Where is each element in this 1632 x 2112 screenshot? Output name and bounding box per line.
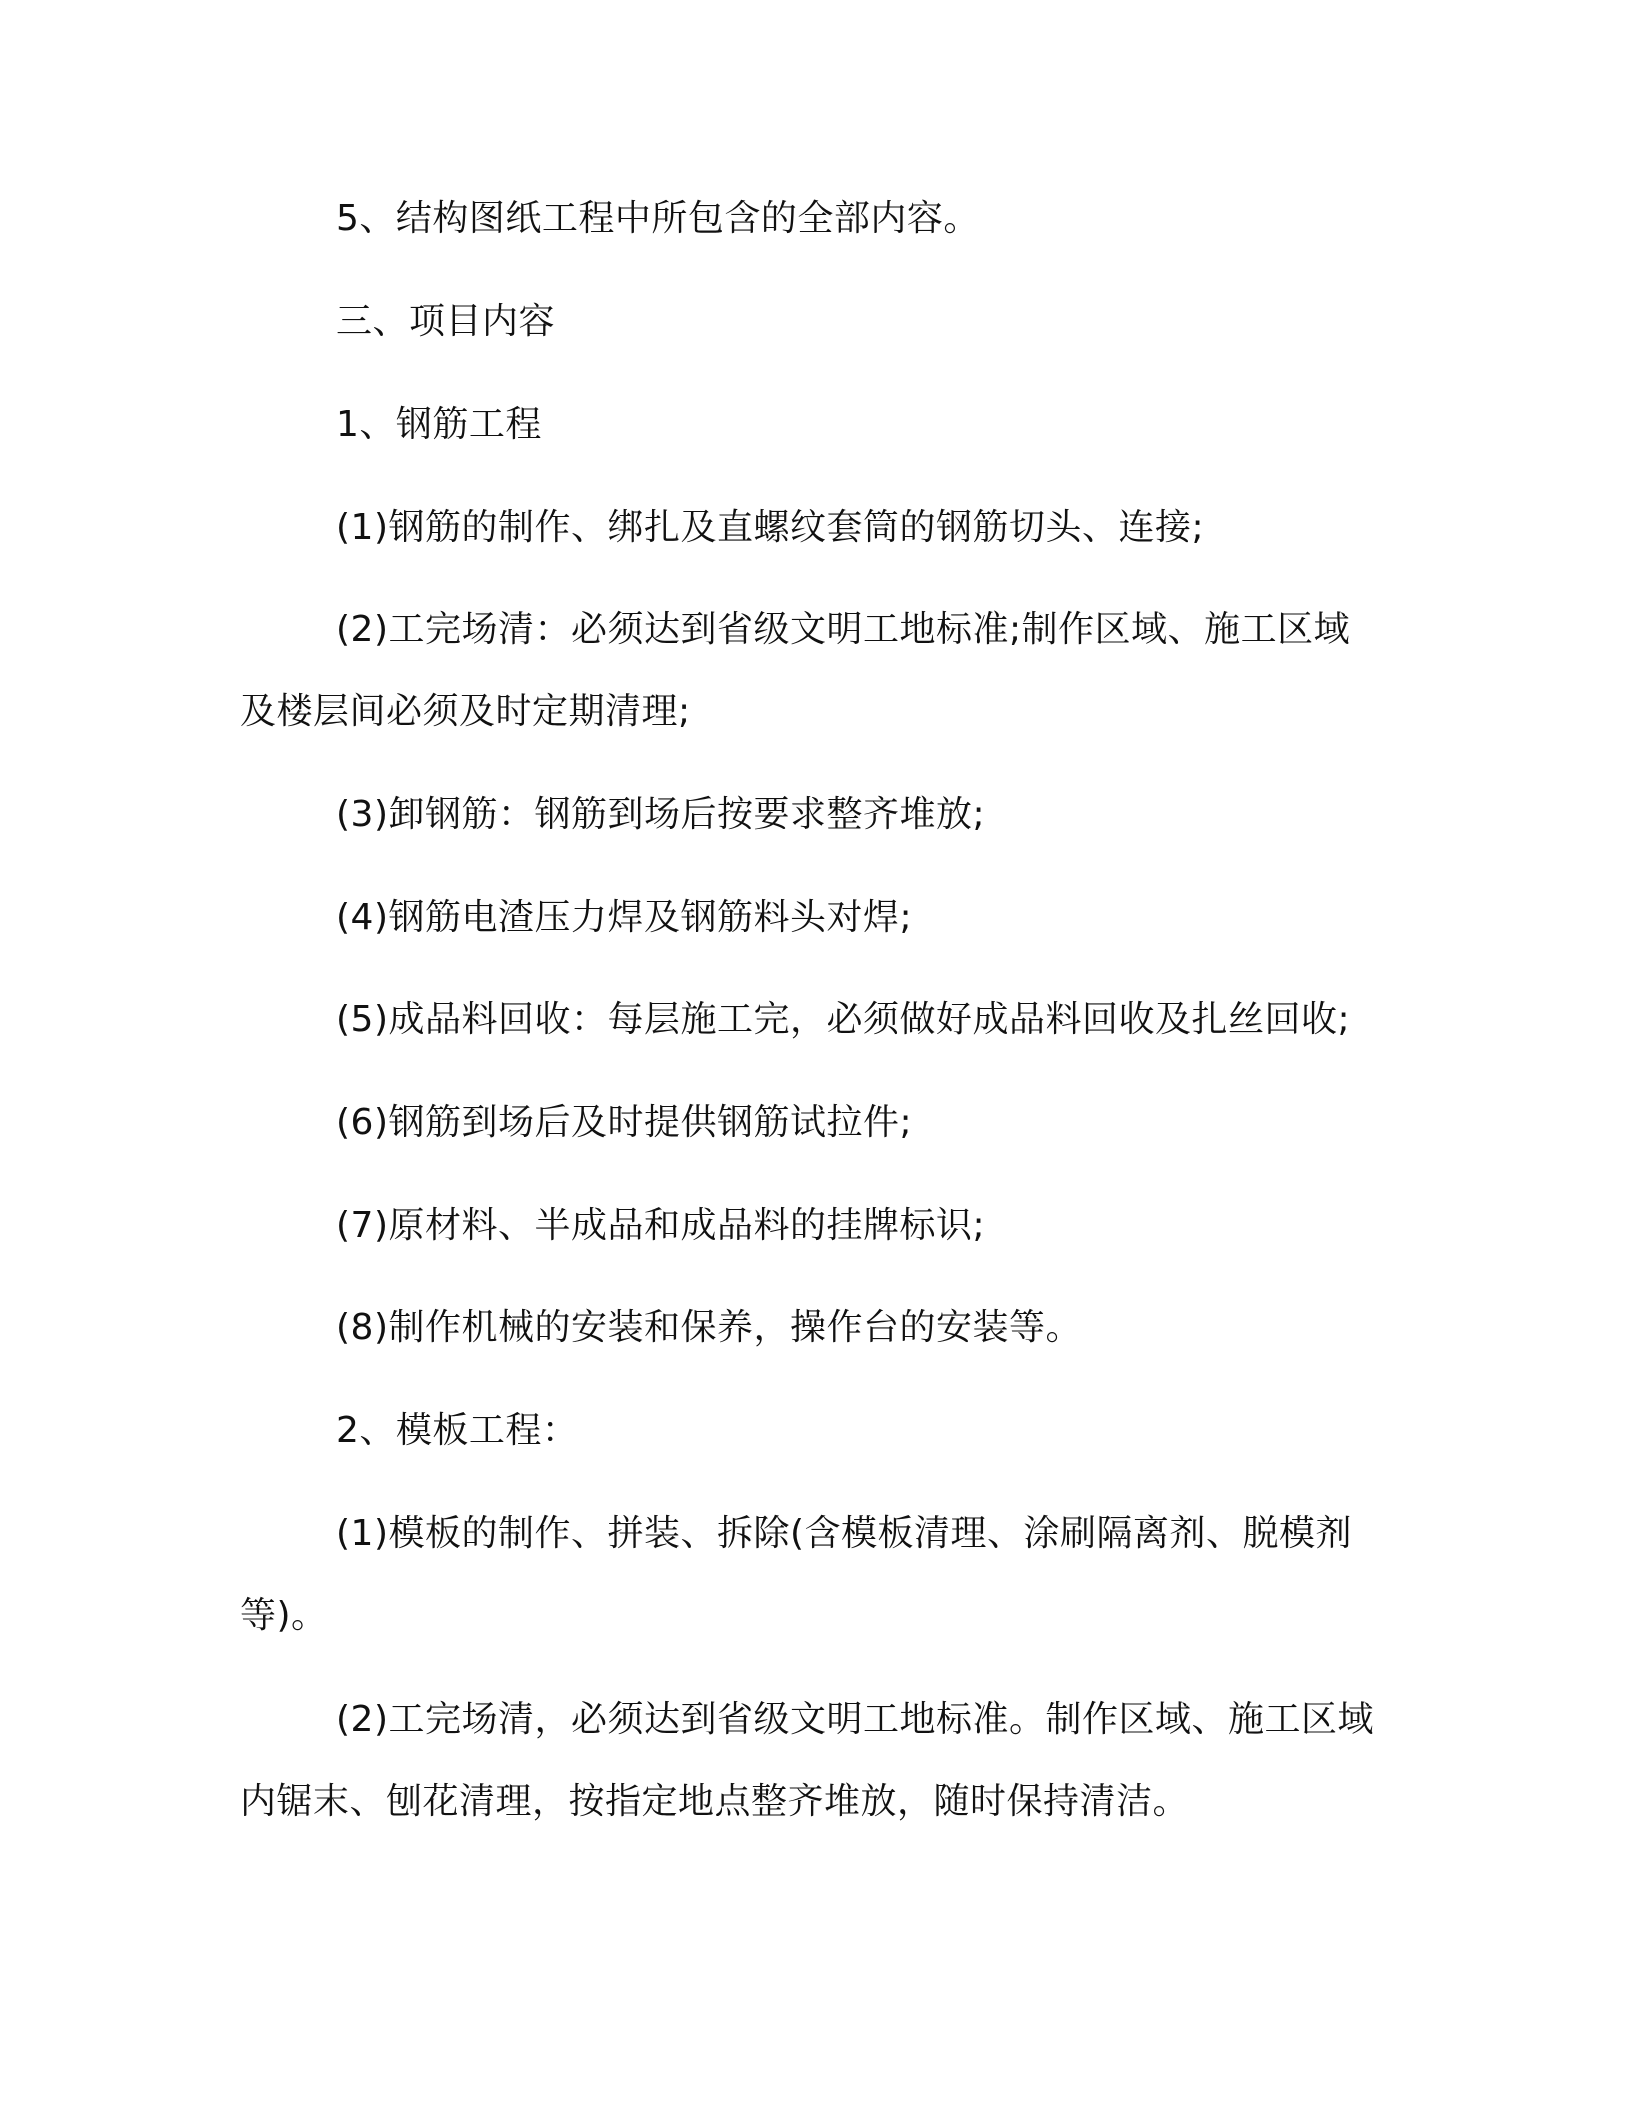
subsection-heading-rebar: 1、钢筋工程 [336, 404, 542, 445]
rebar-item-2: (2)工完场清：必须达到省级文明工地标准;制作区域、施工区域及楼层间必须及时定期清理; [240, 609, 1351, 732]
rebar-item-8: (8)制作机械的安装和保养，操作台的安装等。 [336, 1307, 1082, 1348]
section-heading-project-content: 三、项目内容 [336, 301, 556, 342]
formwork-item-2: (2)工完场清，必须达到省级文明工地标准。制作区域、施工区域内锯末、刨花清理，按指定地点整齐堆放，随时保持清洁。 [240, 1699, 1374, 1822]
formwork-item-1: (1)模板的制作、拼装、拆除(含模板清理、涂刷隔离剂、脱模剂等)。 [240, 1513, 1353, 1636]
rebar-item-4: (4)钢筋电渣压力焊及钢筋料头对焊; [336, 897, 913, 938]
paragraph-item-5-scope: 5、结构图纸工程中所包含的全部内容。 [336, 198, 980, 239]
rebar-item-1: (1)钢筋的制作、绑扎及直螺纹套筒的钢筋切头、连接; [336, 507, 1205, 548]
rebar-item-6: (6)钢筋到场后及时提供钢筋试拉件; [336, 1102, 913, 1143]
rebar-item-7: (7)原材料、半成品和成品料的挂牌标识; [336, 1205, 986, 1246]
subsection-heading-formwork: 2、模板工程： [336, 1410, 579, 1451]
rebar-item-3: (3)卸钢筋：钢筋到场后按要求整齐堆放; [336, 794, 986, 835]
rebar-item-5: (5)成品料回收：每层施工完，必须做好成品料回收及扎丝回收; [336, 999, 1351, 1040]
